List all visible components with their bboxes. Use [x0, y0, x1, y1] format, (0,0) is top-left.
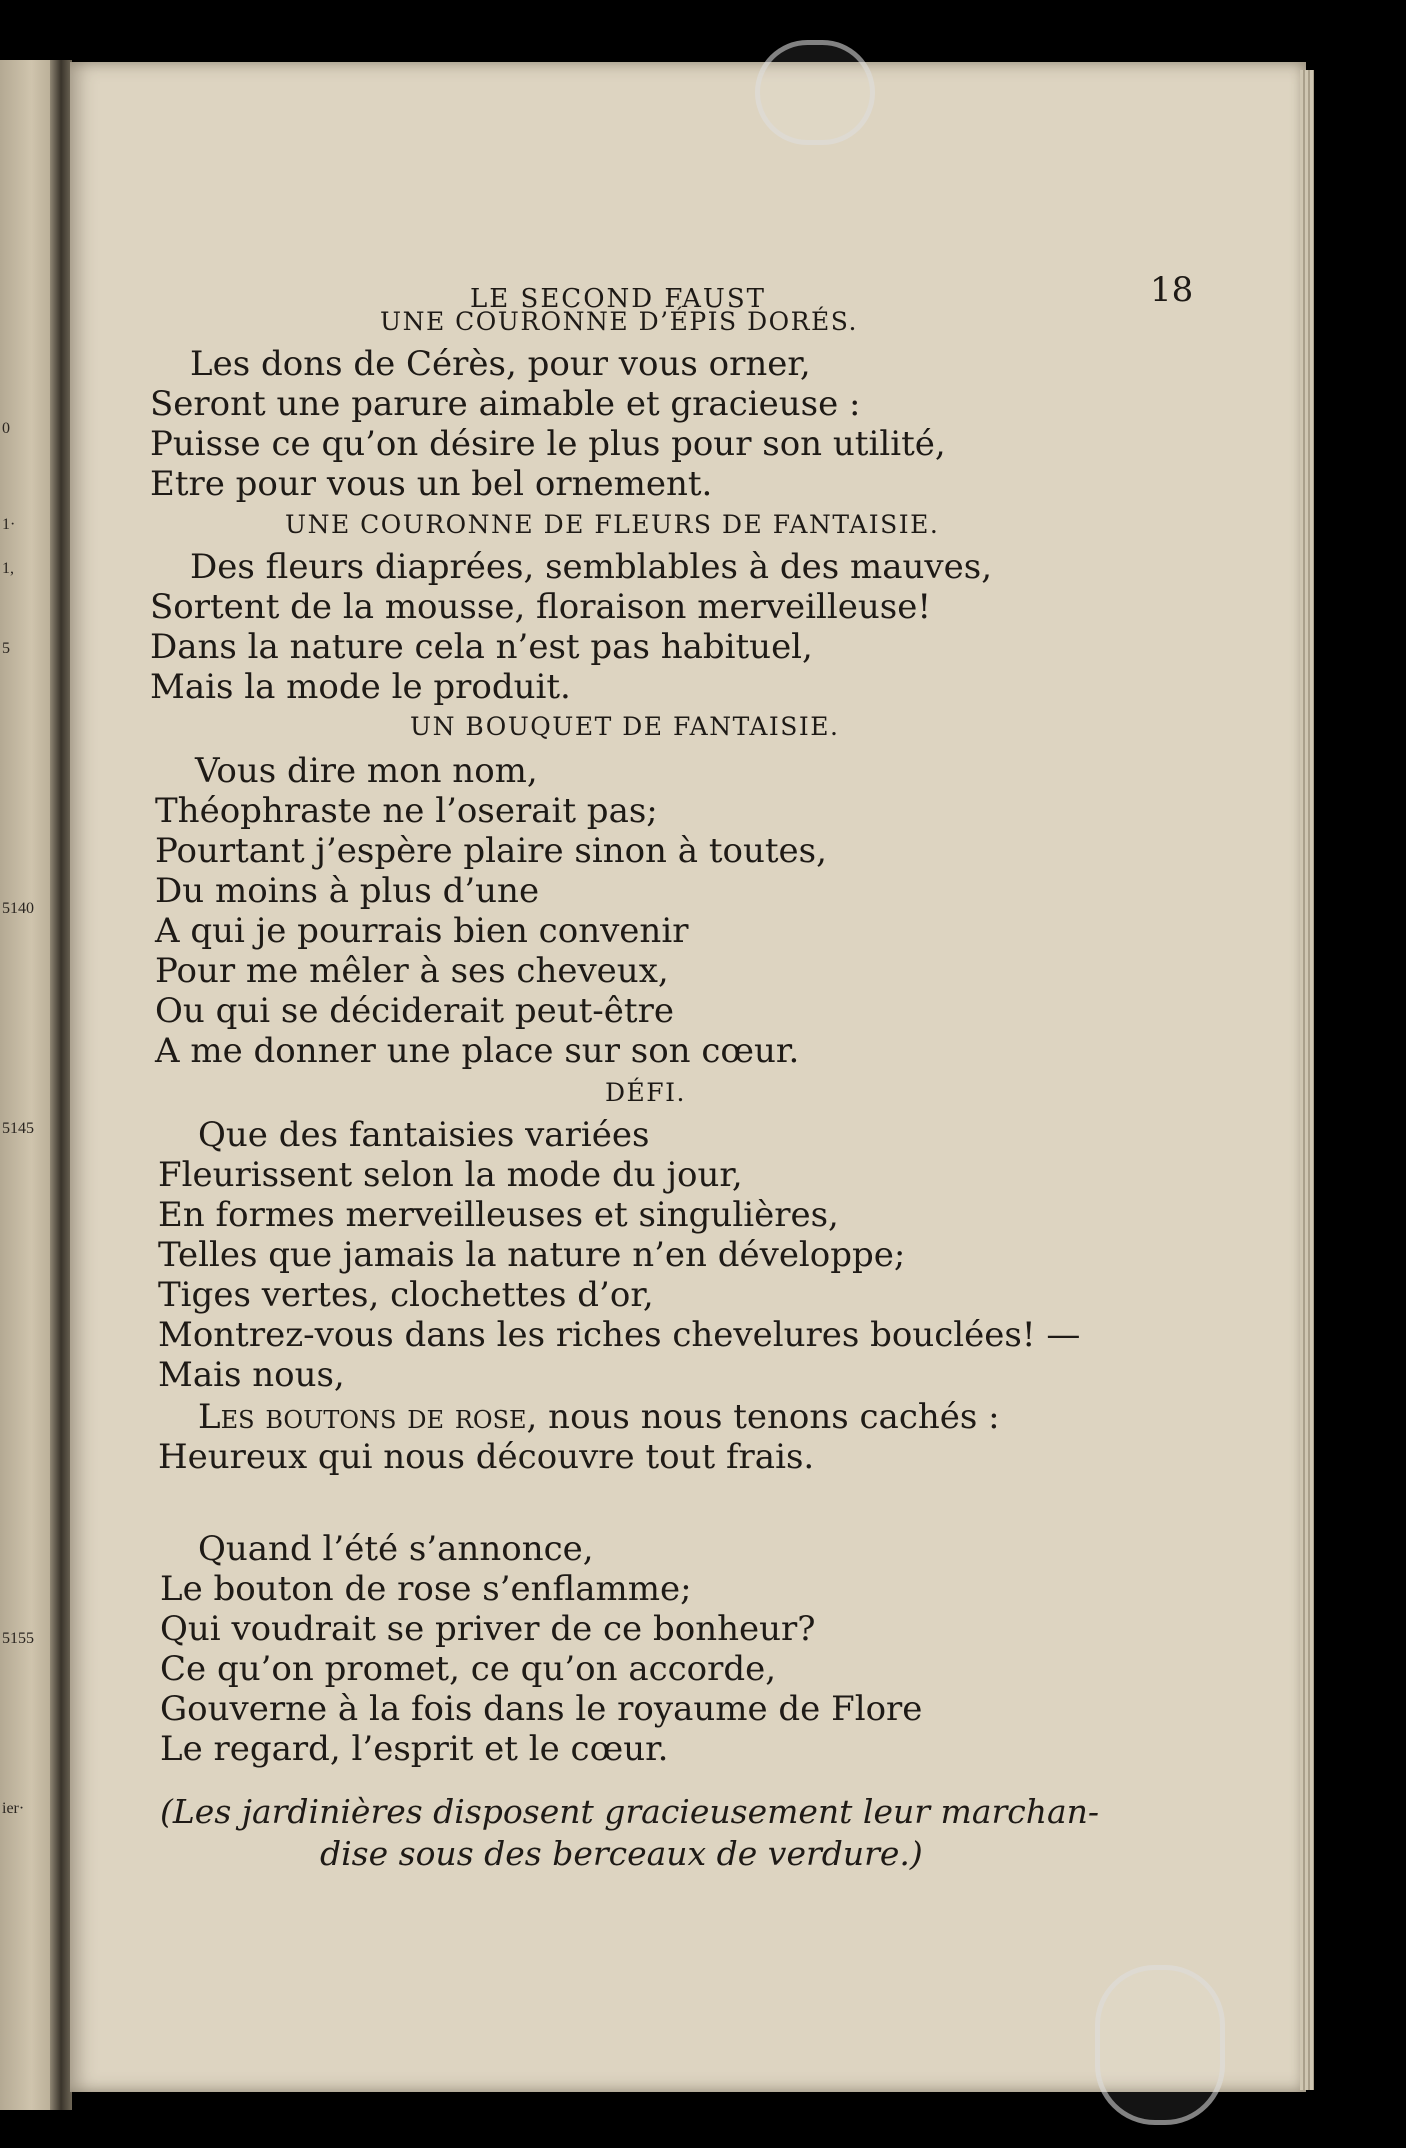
left-page-mark: 5155 [2, 1630, 34, 1647]
verse-line: Le bouton de rose s’enflamme; [160, 1569, 692, 1609]
left-page-mark: 1, [2, 560, 14, 577]
verse-line: Quand l’été s’annonce, [198, 1529, 594, 1569]
verse-line: Pour me mêler à ses cheveux, [155, 951, 669, 991]
page-edge [1300, 70, 1314, 2090]
verse-line: Que des fantaisies variées [198, 1115, 650, 1155]
verse-line: A qui je pourrais bien convenir [155, 911, 689, 951]
verse-line: Fleurissent selon la mode du jour, [158, 1155, 743, 1195]
left-page-mark: ier· [2, 1800, 25, 1817]
page-clip-top [755, 40, 875, 145]
section-heading: DÉFI. [605, 1078, 686, 1107]
verse-line: Du moins à plus d’une [155, 871, 540, 911]
verse-line: Gouverne à la fois dans le royaume de Flore [160, 1689, 923, 1729]
left-page-mark: 5 [2, 640, 10, 657]
verse-line: Théophraste ne l’oserait pas; [155, 791, 658, 831]
stage-direction: dise sous des berceaux de verdure.) [320, 1834, 923, 1873]
left-page-mark: 1· [2, 516, 16, 533]
verse-line: Montrez-vous dans les riches chevelures bouclées! — [158, 1315, 1081, 1355]
page-clip-bottom [1095, 1965, 1225, 2125]
left-page-mark: 0 [2, 420, 10, 437]
verse-text: nous nous tenons cachés : [537, 1397, 1000, 1437]
verse-line: Ce qu’on promet, ce qu’on accorde, [160, 1649, 777, 1689]
verse-line: Tiges vertes, clochettes d’or, [158, 1275, 654, 1315]
verse-line: Le regard, l’esprit et le cœur. [160, 1729, 669, 1769]
section-heading: UN BOUQUET DE FANTAISIE. [410, 712, 840, 741]
book-page [70, 62, 1306, 2092]
verse-line: Sortent de la mousse, floraison merveilleuse! [150, 587, 932, 627]
verse-line: Dans la nature cela n’est pas habituel, [150, 627, 813, 667]
book-gutter [50, 60, 72, 2110]
verse-line: Etre pour vous un bel ornement. [150, 464, 713, 504]
verse-line: Pourtant j’espère plaire sinon à toutes, [155, 831, 827, 871]
verse-line: Telles que jamais la nature n’en développe; [158, 1235, 906, 1275]
stage-direction: (Les jardinières disposent gracieusement leur marchan- [160, 1792, 1100, 1831]
verse-line: Seront une parure aimable et gracieuse : [150, 384, 861, 424]
verse-line: Les dons de Cérès, pour vous orner, [190, 344, 811, 384]
verse-line: Mais la mode le produit. [150, 667, 571, 707]
verse-line: Puisse ce qu’on désire le plus pour son utilité, [150, 424, 946, 464]
running-head: LE SECOND FAUST [470, 284, 766, 314]
left-page-mark: 5145 [2, 1120, 34, 1137]
section-heading: UNE COURONNE DE FLEURS DE FANTAISIE. [285, 510, 940, 539]
verse-line: Heureux qui nous découvre tout frais. [158, 1437, 815, 1477]
speaker-name: Les boutons de rose, [198, 1397, 538, 1437]
verse-line: En formes merveilleuses et singulières, [158, 1195, 839, 1235]
page-number: 18 [1150, 270, 1194, 310]
verse-line: Mais nous, [158, 1355, 345, 1395]
verse-line: A me donner une place sur son cœur. [155, 1031, 800, 1071]
verse-line: Des fleurs diaprées, semblables à des mauves, [190, 547, 993, 587]
verse-line: Ou qui se déciderait peut-être [155, 991, 674, 1031]
left-page-mark: 5140 [2, 900, 34, 917]
section-heading: UNE COURONNE D’ÉPIS DORÉS. [380, 307, 858, 336]
rose-speaker-line [198, 1397, 1000, 1437]
verse-line: Vous dire mon nom, [195, 751, 538, 791]
verse-line: Qui voudrait se priver de ce bonheur? [160, 1609, 816, 1649]
